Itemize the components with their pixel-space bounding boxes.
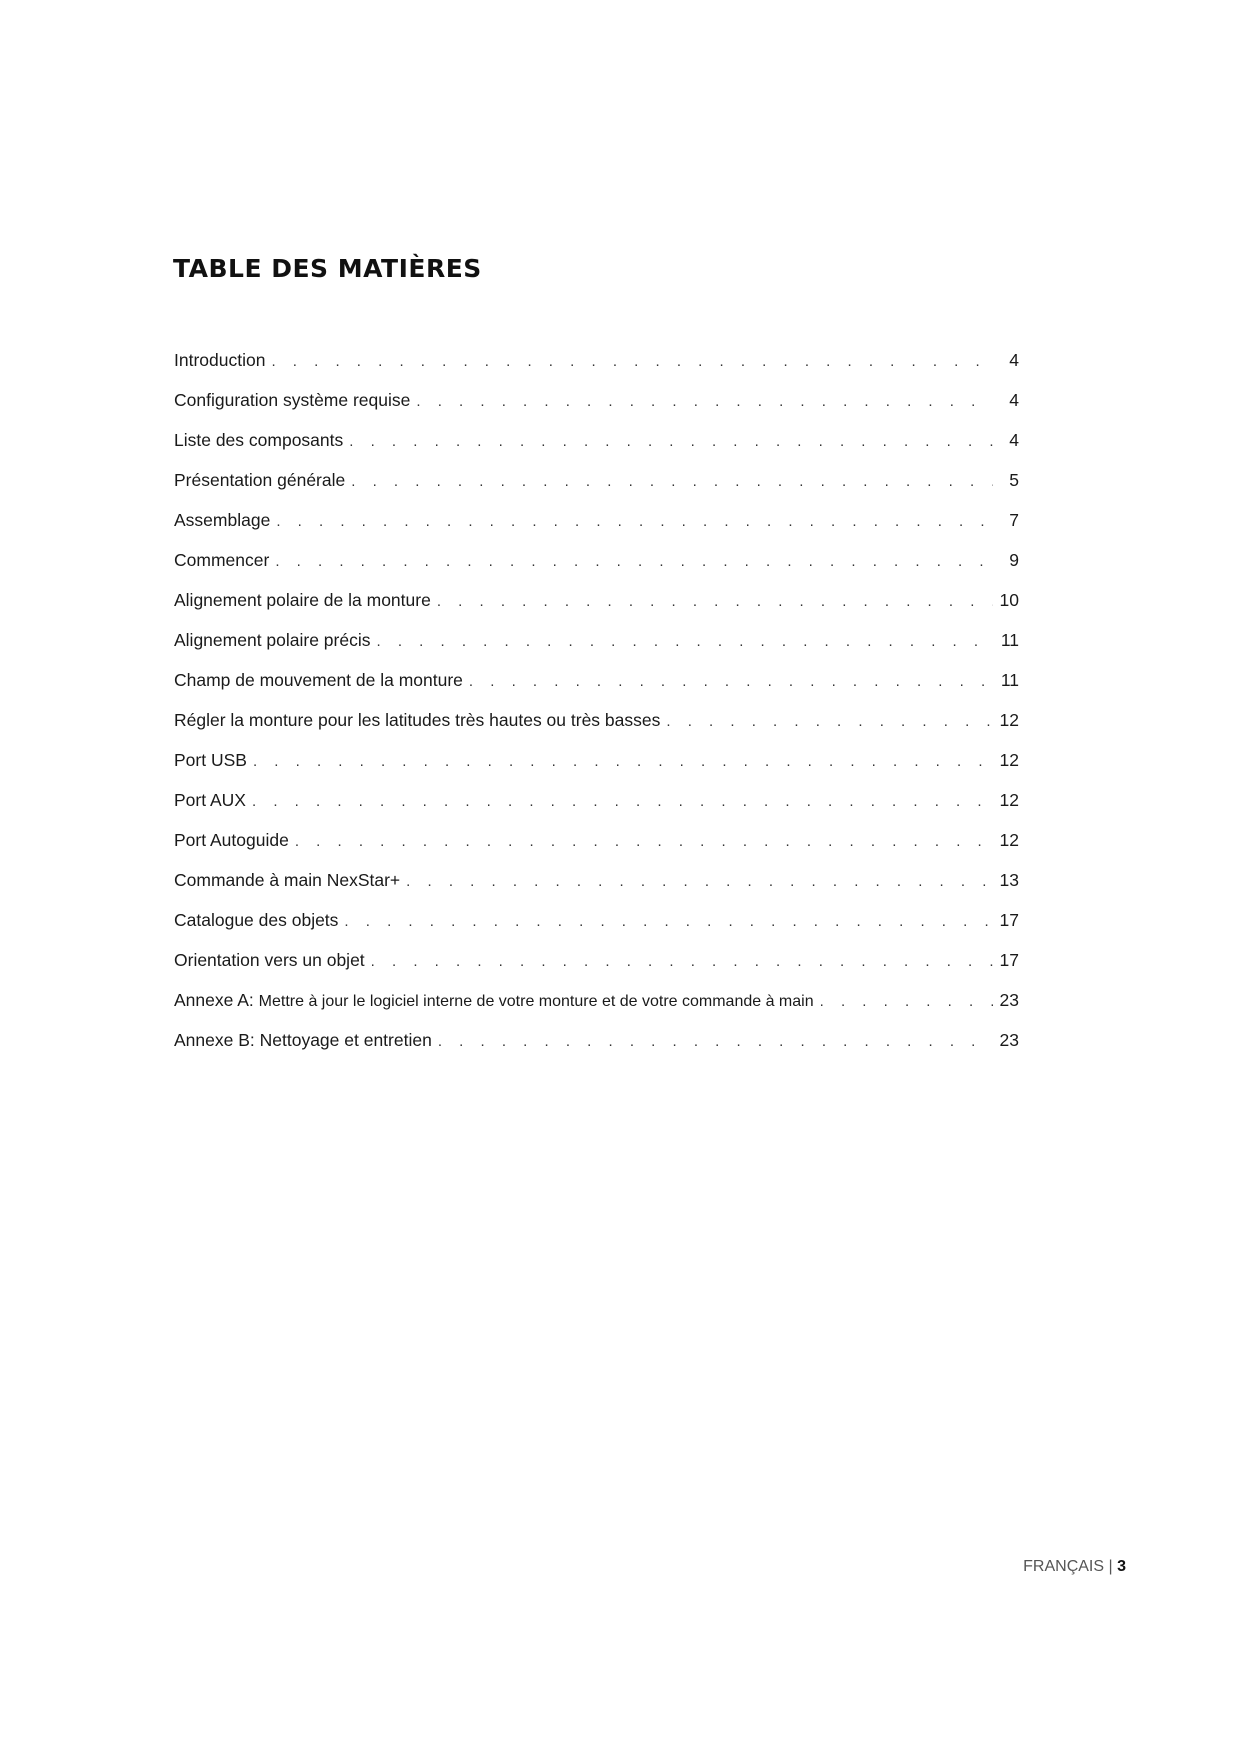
footer-separator: | [1104, 1558, 1118, 1575]
toc-entry[interactable] [174, 470, 1019, 510]
toc-entry-label: Liste des composants [174, 430, 344, 450]
toc-entry-label: Configuration système requise [174, 390, 411, 410]
toc-leader-dots [469, 673, 993, 690]
toc-entry-label: Commande à main NexStar+ [174, 870, 401, 890]
toc-leader-dots [416, 393, 993, 410]
toc-entry-label: Régler la monture pour les latitudes très hautes ou très basses [174, 710, 661, 730]
toc-entry[interactable] [174, 990, 1019, 1030]
toc-entry[interactable] [174, 830, 1019, 870]
toc-leader-dots [344, 913, 993, 930]
toc-entry-label: Présentation générale [174, 470, 346, 490]
table-of-contents [174, 350, 1019, 1070]
toc-entry[interactable] [174, 670, 1019, 710]
toc-entry-label: Port Autoguide [174, 830, 289, 850]
toc-entry[interactable] [174, 390, 1019, 430]
toc-entry-page: 23 [999, 990, 1019, 1010]
toc-leader-dots [275, 553, 993, 570]
toc-entry[interactable] [174, 430, 1019, 470]
page-footer [1023, 1558, 1126, 1576]
toc-entry-page: 12 [999, 710, 1019, 730]
toc-entry[interactable] [174, 510, 1019, 550]
toc-entry[interactable] [174, 710, 1019, 750]
toc-entry-page: 17 [999, 950, 1019, 970]
toc-entry[interactable] [174, 790, 1019, 830]
toc-entry[interactable] [174, 550, 1019, 590]
toc-leader-dots [438, 1033, 993, 1050]
toc-entry-page: 12 [999, 790, 1019, 810]
toc-leader-dots [437, 593, 993, 610]
toc-leader-dots [351, 473, 993, 490]
toc-entry-page: 23 [999, 1030, 1019, 1050]
toc-entry-page: 13 [999, 870, 1019, 890]
toc-leader-dots [349, 433, 993, 450]
toc-entry-label-prefix: Annexe A: [174, 990, 259, 1010]
toc-entry[interactable] [174, 590, 1019, 630]
toc-entry-page: 7 [1009, 510, 1019, 530]
toc-entry-label: Alignement polaire de la monture [174, 590, 431, 610]
toc-entry[interactable] [174, 630, 1019, 670]
toc-leader-dots [666, 713, 993, 730]
toc-entry-label-rest: Mettre à jour le logiciel interne de votre monture et de votre commande à main [258, 993, 814, 1010]
footer-language: FRANÇAIS [1023, 1558, 1105, 1575]
toc-entry-label: Catalogue des objets [174, 910, 339, 930]
toc-entry[interactable] [174, 910, 1019, 950]
page-title: TABLE DES MATIÈRES [173, 254, 482, 283]
toc-entry-page: 11 [1000, 670, 1019, 690]
toc-entry[interactable] [174, 350, 1019, 390]
toc-leader-dots [377, 633, 994, 650]
toc-leader-dots [371, 953, 993, 970]
toc-leader-dots [276, 513, 993, 530]
toc-entry-page: 11 [1000, 630, 1019, 650]
toc-entry-page: 10 [999, 590, 1019, 610]
toc-leader-dots [252, 793, 993, 810]
toc-entry-page: 4 [1009, 390, 1019, 410]
toc-entry-label: Assemblage [174, 510, 271, 530]
toc-entry-label: Alignement polaire précis [174, 630, 371, 650]
toc-entry-label: Champ de mouvement de la monture [174, 670, 463, 690]
toc-entry-label: Commencer [174, 550, 270, 570]
toc-leader-dots [295, 833, 993, 850]
toc-leader-dots [271, 353, 993, 370]
toc-entry[interactable] [174, 870, 1019, 910]
toc-entry-page: 17 [999, 910, 1019, 930]
toc-leader-dots [406, 873, 993, 890]
toc-entry-label: Annexe B: Nettoyage et entretien [174, 1030, 432, 1050]
toc-entry-page: 12 [999, 750, 1019, 770]
toc-entry-page: 4 [1009, 430, 1019, 450]
toc-entry-label: Port AUX [174, 790, 246, 810]
toc-entry-label: Port USB [174, 750, 247, 770]
toc-entry-label: Orientation vers un objet [174, 950, 365, 970]
toc-entry-page: 4 [1009, 350, 1019, 370]
toc-entry-page: 5 [1009, 470, 1019, 490]
toc-entry-label [174, 990, 814, 1011]
toc-entry-page: 9 [1009, 550, 1019, 570]
toc-entry[interactable] [174, 950, 1019, 990]
toc-leader-dots [820, 993, 993, 1010]
footer-page-number: 3 [1117, 1558, 1126, 1575]
toc-entry[interactable] [174, 750, 1019, 790]
toc-entry[interactable] [174, 1030, 1019, 1070]
toc-leader-dots [253, 753, 993, 770]
toc-entry-label: Introduction [174, 350, 266, 370]
toc-entry-page: 12 [999, 830, 1019, 850]
